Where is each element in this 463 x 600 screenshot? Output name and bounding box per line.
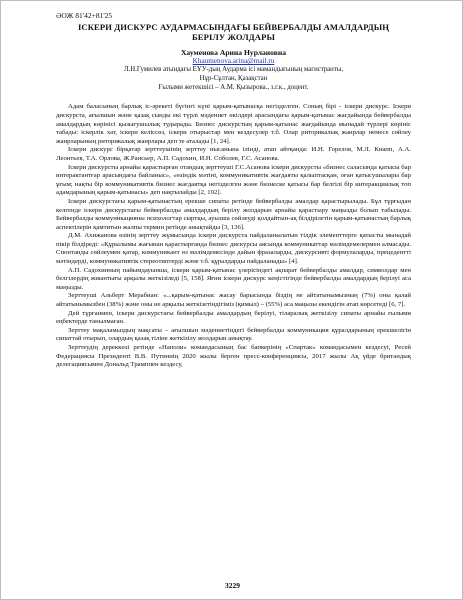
- article-title-line-1: ІСКЕРИ ДИСКУРС АУДАРМАСЫНДАҒЫ БЕЙВЕРБАЛДЫ АМАЛДАРДЫҢ: [77, 22, 390, 32]
- spacer: [56, 92, 411, 103]
- body-paragraph: Зерттеуші Альберт Мерабиан: «...қарым-қатынас жасау барысында біздің не айтатынымызның (7%) оны қалай айтатынымызбен (38%) және оны не арқылы жеткізетіндігіміз (қимыл) – (55%) аса маңызы екендігін атап көрсетеді [6, 7].: [56, 292, 411, 309]
- author-email-link[interactable]: Khaumenova.arina@mail.ru: [192, 57, 275, 65]
- body-paragraph: Іскери дискурсты арнайы қарастырған отандық зерттеуші Г.С.Асанова іскери дискурсты «бизнес саласында қатысы бар интерактантғар арасындағы байланыс», «өзіндік мәтіні, коммуникативтік жағдаяты қалыптасқан, оған қатысушылары бар ұғым; нақты бір коммуникативтік бизнес жағдаятқа негізделген және бизнеске қатысы бар белгілі бір интеракциялық топ адамдарының қарым-қатынасы» деп нақтылайды [2, 192].: [56, 163, 411, 197]
- body-paragraph: Іскери дискурс бірқатар зерттеушінің зерттеу нысанына ілінді, атап айтқанда: И.Н. Горелов, М.Л. Кнапп, А.А. Леонтьев, Т.А. Орлова, Ж.Рансьер, А.П. Садохин, И.Н. Соболев, Г.С. Асанова.: [56, 146, 411, 162]
- author-affiliation-line-1: Л.Н.Гумилев атындағы ЕҰУ-дың Аударма ісі мамандығының магистранты,: [123, 66, 344, 73]
- body-paragraph: Зерттеудің дереккөзі ретінде «Наполи» командасының бас бапкерінің «Спартак» командасымен кездесуі, Ресей Федерациясы Президенті В.В. Путиннің 2020 жылы берген пресс-конференциясы, 2017 жылы Ақ үйде британдық делегациясымен Дональд Трамппен кездесу,: [56, 344, 411, 369]
- body-paragraph: Зерттеу мақаламыздың мақсаты – ағылшын мәдениетіндегі бейвербалды коммуникация құралдарының ерекшелігін сипаттай отырып, олардың қазақ тіліне жеткізілу жолдарын анықтау.: [56, 326, 411, 343]
- page-number: 3229: [225, 581, 240, 590]
- author-name: Хауменова Арина Нурлановна: [180, 48, 287, 57]
- body-paragraph: Дей тұрғанмен, іскери дискурстағы бейвербалды амалдардың берілуі, тіларалық жеткізілу сипаты арнайы ғылыми еңбектерде танылмаған.: [56, 309, 411, 326]
- body-paragraph: А.П. Садохинның пайымдауынша, іскери қарым-қатынас үлерісіндегі ақпарат бейвербалды амалдар, символдар мен белгілердің жиынтығы арқылы жеткізіледі [5, 158]. Яғни іскери дискурс кеңістігінде бейвербалды амалдардың берілуі аса маңызды.: [56, 266, 411, 291]
- author-affiliation-line-2: Нұр-Сұлтан, Қазақстан: [199, 74, 268, 82]
- article-content: [56, 11, 411, 370]
- body-paragraph: Іскери дискурстағы қарым-қатынастың ерекше сипаты ретінде бейвербалды амалдар қарастырылады. Бұл тұрғыдан келгенде іскери дискурстағы бейвербалды амалдардың берілу жолдарын арнайы қарастыру маңызды болып табылады. Бейвербалды коммуникацияны психологтар сыртқы, ауызша сөйлеуді қолдайтын-ақ білдірілетін қарым-қатынастың барлық аспектілерін қамтитын жалпы термин ретінде анықтайды [3, 136].: [56, 197, 411, 231]
- article-body: [56, 103, 411, 369]
- body-paragraph: Д.М. Ахижанова өзінің зерттеу жұмысында іскери дискурста пайдаланылатын тілдік элементтерге қатысты мынадай пікір білдіреді: «Құрылымы жағынан қарастырғанда бизнес дискурсы аясында коммуникаттар мәлімдемелермен алмасады. Спонтанды сөйлеумен қатар, коммуникант өз мәлімдемесінде дайын фразаларды, дискурсивті формулаларды, прецедентті мәтіндерді, коммуникативтік стереотиптерді және т.б. құралдарды пайдаланады» [4].: [56, 232, 411, 266]
- supervisor-line: Ғылыми жетекшісі – А.М. Қызырова., з.г.к., доцент.: [158, 83, 309, 91]
- article-title: [56, 22, 411, 42]
- article-title-line-2: БЕРІЛУ ЖОЛДАРЫ: [191, 32, 275, 42]
- body-paragraph: Адам баласының барлық іс-әрекеті бүгінгі күні қарым-қатынасқа негізделген. Соның бірі - іскери дискурс. Іскери дискурста, ағылшын және қазақ сынды екі түрлі мәдениет өкілдері арасындағы қарым-қатынас жағдайында бейвербалды амалдардың көрінісі қызығушылық тудырады. Бизнес дискурстың қарым-қатынас жағдайында мынадай түрлері көрініс табады: іскерлік хат, іскери келіссөз, іскери отырыстар мен кездесулер т.б. Олар риторикалық жанрлар немесе сөйлеу жанрларының риторикалық жанрлары деп те аталады [1, 24].: [56, 103, 411, 145]
- udk-code: ӘОЖ 81'42+81'25: [56, 11, 113, 20]
